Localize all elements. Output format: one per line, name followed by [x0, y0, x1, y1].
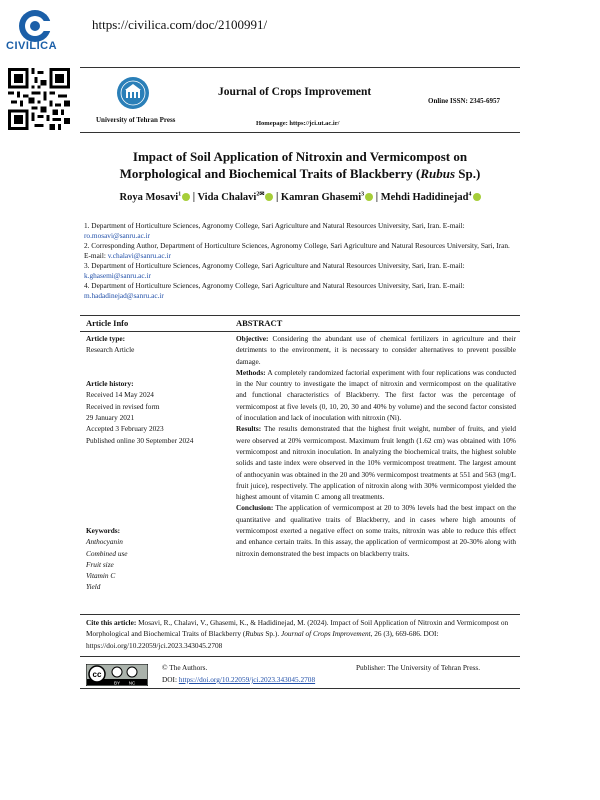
header-rule-top — [80, 67, 520, 68]
title-line-1: Impact of Soil Application of Nitroxin and Vermicompost on — [132, 149, 468, 164]
university-seal-icon — [116, 76, 150, 110]
author-affiliation-number: 1 — [178, 191, 182, 197]
affiliation-email[interactable]: v.chalavi@sanru.ac.ir — [107, 251, 171, 260]
doi-label: DOI: — [162, 675, 179, 684]
keyword: Combined use — [86, 548, 128, 558]
author-name: Kamran Ghasemi — [280, 191, 362, 203]
abstract-results — [236, 423, 516, 502]
article-info-heading: Article Info — [86, 318, 129, 328]
affiliation-email[interactable]: k.ghasemi@sanru.ac.ir — [84, 271, 151, 280]
citation-text: , 26 (3), 669-686. DOI: https://doi.org/10.22059/jci.2023.343045.2708 — [86, 629, 439, 650]
results-text: The results demonstrated that the highest fruit weight, number of fruits, and yield were observed at 20% vermicompost. Maximum fruit length (1.62 cm) was obtained with 10% vermicompost and nitroxin inoculation. In analyzing the biochemical traits, the highest soluble solids and taste index were observed in the 10% vermicompost treatment. The largest amount of anthocyanin was obtained in the 20 and 30% vermicompost treatments at 551 and 563 (mg/L fruit juice), respectively. The application of nitroxin along with 30% vermicompost yielded the highest amount of vitamin C among all treatments. — [236, 424, 516, 502]
keyword: Fruit size — [86, 559, 114, 569]
affiliations — [84, 221, 518, 301]
journal-title: Journal of Crops Improvement — [218, 86, 372, 98]
author-affiliation-number: 2✉ — [256, 191, 265, 197]
author-affiliation-number: 3 — [361, 191, 365, 197]
history-item: Published online 30 September 2024 — [86, 435, 194, 445]
results-label: Results: — [236, 424, 262, 434]
paper-title — [80, 148, 520, 182]
citation-text: Mosavi, R., Chalavi, V., Ghasemi, K., & Hadidinejad, M. (2024). Impact of Soil Application of Nitroxin and Vermicompost on Morphological and Biochemical Traits of Blackberry ( — [86, 618, 509, 639]
section-rule — [80, 656, 520, 657]
affiliation-email[interactable]: ro.mosavi@sanru.ac.ir — [84, 231, 151, 240]
affiliation-email[interactable]: m.hadadinejad@sanru.ac.ir — [84, 291, 164, 300]
spacer — [86, 356, 226, 379]
abstract-objective — [236, 333, 516, 367]
cc-license-icon[interactable] — [86, 664, 148, 686]
section-rule — [80, 614, 520, 615]
civilica-logo-icon — [4, 6, 66, 68]
methods-text: A completely randomized factorial experiment with four replications was conducted in the Nur country to investigate the imapct of nitroxin and vermicompost on the qualitative and functional characteristics of Blackberry. The first factor was the percentage of vermicompost at five levels (0, 10, 20, 30 and 40% by volume) and the second factor consisted of inoculation and lack of inoculation with nitroxin (Ni). — [236, 367, 516, 423]
author-name: Vida Chalavi — [197, 191, 257, 203]
history-label: Article history: — [86, 379, 134, 389]
article-type-label: Article type: — [86, 334, 126, 343]
doi — [162, 675, 315, 684]
author-name: Roya Mosavi — [119, 191, 179, 203]
keywords-label: Keywords: — [86, 525, 121, 535]
article-type-value: Research Article — [86, 345, 135, 355]
title-line-2-end: Sp.) — [455, 166, 481, 181]
section-rule — [80, 315, 520, 316]
citation-genus: Rubus — [245, 629, 264, 639]
header-rule-bottom — [80, 132, 520, 133]
keyword: Vitamin C — [86, 571, 116, 581]
section-rule — [80, 331, 520, 332]
section-rule — [80, 688, 520, 689]
objective-text: Considering the abundant use of chemical fertilizers in agriculture and their detriments to the environment, it is necessary to consider alternatives to prevent possible damage. — [236, 334, 516, 366]
citation-journal: Journal of Crops Improvement — [280, 629, 371, 639]
civilica-brand: CIVILICA — [6, 40, 58, 52]
author-separator: | — [192, 191, 196, 203]
history-item: Received 14 May 2024 — [86, 390, 154, 400]
methods-label: Methods: — [236, 367, 266, 377]
citation-text: Sp.). — [263, 629, 281, 639]
author-name: Mehdi Hadidinejad — [380, 191, 469, 203]
doi-link[interactable]: https://doi.org/10.22059/jci.2023.343045.2708 — [178, 675, 316, 684]
cc-by-label: BY — [113, 680, 121, 686]
author-separator: | — [375, 191, 379, 203]
history-item: Accepted 3 February 2023 — [86, 424, 164, 434]
orcid-icon[interactable] — [265, 193, 273, 201]
affiliation-text: 3. Department of Horticulture Sciences, Agronomy College, Sari Agriculture and Natural Resources University, Sari, Iran. E-mail: — [84, 261, 465, 270]
title-line-2-text: Morphological and Biochemical Traits of Blackberry ( — [119, 166, 421, 181]
history-item: 29 January 2021 — [86, 413, 135, 423]
copyright: © The Authors. — [162, 663, 208, 672]
affiliation — [84, 241, 518, 261]
affiliation-text: 1. Department of Horticulture Sciences, Agronomy College, Sari Agriculture and Natural Resources University, Sari, Iran. E-mail: — [84, 221, 465, 230]
affiliation-text: 2. Corresponding Author, Department of Horticulture Sciences, Agronomy College, Sari Agriculture and Natural Resources University, Sari, Iran. E-mail: — [84, 241, 510, 260]
article-info — [86, 333, 226, 593]
history-item: Received in revised form — [86, 401, 160, 411]
keyword: Anthocyanin — [86, 537, 123, 547]
author[interactable] — [119, 192, 190, 203]
citation-label: Cite this article: — [86, 618, 137, 627]
document-url[interactable]: https://civilica.com/doc/2100991/ — [92, 17, 268, 32]
cc-label: cc — [92, 670, 102, 679]
author-affiliation-number: 4 — [468, 191, 472, 197]
conclusion-label: Conclusion: — [236, 503, 274, 513]
abstract-methods — [236, 367, 516, 423]
orcid-icon[interactable] — [182, 193, 190, 201]
conclusion-text: The application of vermicompost at 20 to 30% levels had the best impact on the quantitative and qualitative traits of Blackberry, and in cases where high amounts of vermicompost exerted a negative effect on some traits, nitroxin was able to reduce this effect and enhance certain traits. In this assay, the application of vermicompost at 20-30% along with nitroxin demonstrated the best impacts on blackberry traits. — [236, 503, 516, 558]
title-genus: Rubus — [420, 166, 456, 181]
abstract-conclusion — [236, 502, 516, 558]
abstract-heading: ABSTRACT — [236, 318, 283, 328]
publisher: Publisher: The University of Tehran Press. — [356, 663, 481, 672]
issn: Online ISSN: 2345-6957 — [428, 97, 500, 105]
objective-label: Objective: — [236, 334, 269, 343]
author-separator: | — [275, 191, 279, 203]
cc-nc-label: NC — [128, 680, 136, 686]
university-name: University of Tehran Press — [96, 116, 176, 124]
citation — [86, 617, 516, 651]
title-line-2 — [80, 165, 520, 182]
journal-homepage[interactable]: Homepage: https://jci.ut.ac.ir/ — [256, 120, 340, 127]
keyword: Yield — [86, 582, 101, 592]
spacer — [86, 446, 226, 525]
author[interactable] — [281, 192, 373, 203]
affiliation-text: 4. Department of Horticulture Sciences, Agronomy College, Sari Agriculture and Natural Resources University, Sari, Iran. E-mail: — [84, 281, 465, 290]
author[interactable] — [381, 192, 481, 203]
affiliation — [84, 281, 518, 301]
orcid-icon[interactable] — [365, 193, 373, 201]
author-list — [80, 190, 520, 203]
abstract-body — [236, 333, 516, 559]
affiliation — [84, 261, 518, 281]
author[interactable] — [197, 192, 273, 203]
orcid-icon[interactable] — [473, 193, 481, 201]
affiliation — [84, 221, 518, 241]
qr-code-icon — [8, 68, 70, 130]
